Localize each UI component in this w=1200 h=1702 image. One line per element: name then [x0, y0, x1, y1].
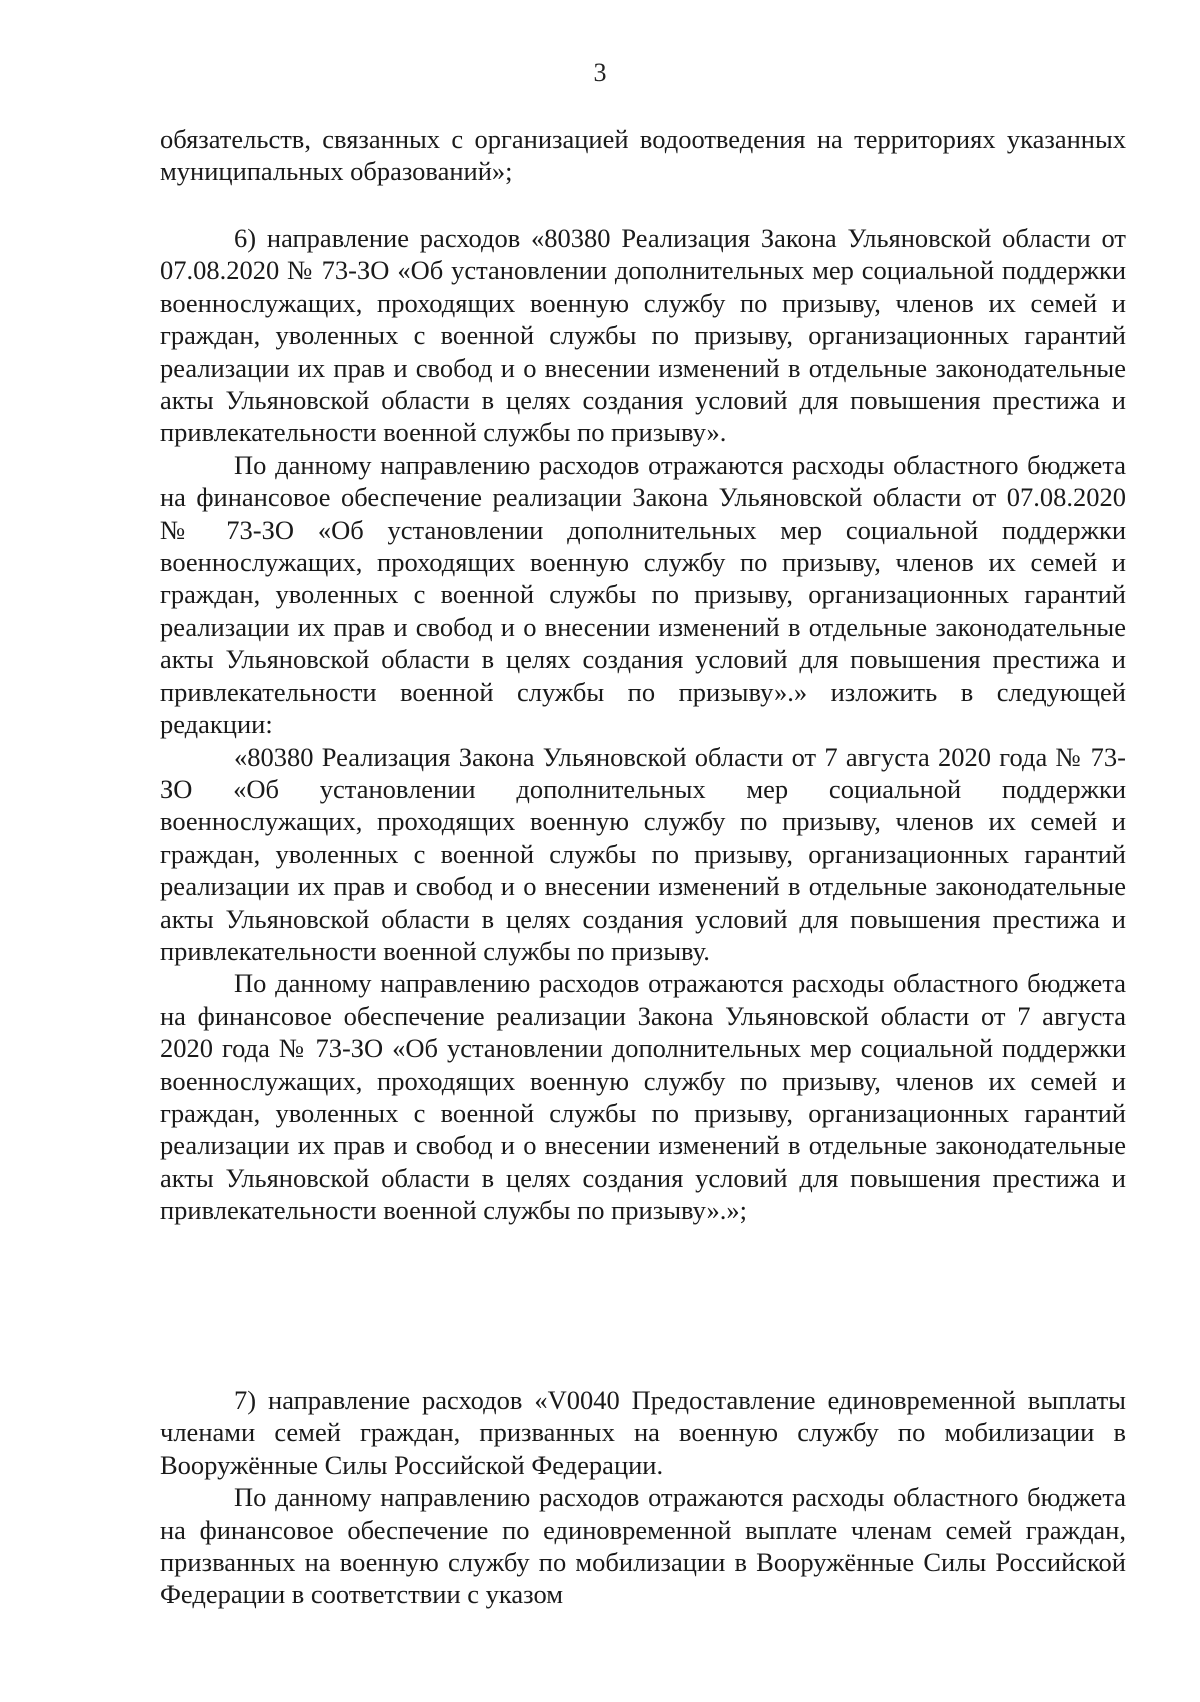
page-number: 3: [593, 58, 607, 87]
paragraph-item-7-heading: 7) направление расходов «V0040 Предоставление единовременной выплаты членами семей граждан, призванных на военную службу по мобилизации в Вооружённые Силы Российской Федерации.: [160, 1385, 1126, 1480]
text-block-item-6: [160, 222, 1126, 1227]
paragraph-new-edition: «80380 Реализация Закона Ульяновской области от 7 августа 2020 года № 73-ЗО «Об установлении дополнительных мер социальной поддержки военнослужащих, проходящих военную службу по призыву, членов их семей и граждан, уволенных с военной службы по призыву, организационных гарантий реализации их прав и свобод и о внесении изменений в отдельные законодательные акты Ульяновской области в целях создания условий для повышения престижа и привлекательности военной службы по призыву.: [160, 741, 1126, 966]
paragraph: По данному направлению расходов отражаются расходы областного бюджета на финансовое обеспечение реализации Закона Ульяновской области от 7 августа 2020 года № 73-ЗО «Об установлении дополнительных мер социальной поддержки военнослужащих, проходящих военную службу по призыву, членов их семей и граждан, уволенных с военной службы по призыву, организационных гарантий реализации их прав и свобод и о внесении изменений в отдельные законодательные акты Ульяновской области в целях создания условий для повышения престижа и привлекательности военной службы по призыву».»;: [160, 968, 1126, 1226]
paragraph: По данному направлению расходов отражаются расходы областного бюджета на финансовое обеспечение по единовременной выплате членам семей граждан, призванных на военную службу по мобилизации в Вооружённые Силы Российской Федерации в соответствии с указом: [160, 1482, 1126, 1610]
text-block-top: [160, 123, 1126, 188]
text-block-item-7: [160, 1384, 1126, 1611]
paragraph: По данному направлению расходов отражаются расходы областного бюджета на финансовое обеспечение реализации Закона Ульяновской области от 07.08.2020 № 73-ЗО «Об установлении дополнительных мер социальной поддержки военнослужащих, проходящих военную службу по призыву, членов их семей и граждан, уволенных с военной службы по призыву, организационных гарантий реализации их прав и свобод и о внесении изменений в отдельные законодательные акты Ульяновской области в целях создания условий для повышения престижа и привлекательности военной службы по призыву».» изложить в следующей редакции:: [160, 449, 1126, 740]
paragraph: обязательств, связанных с организацией водоотведения на территориях указанных муниципальных образований»;: [160, 124, 1126, 187]
paragraph-item-6-heading: 6) направление расходов «80380 Реализация Закона Ульяновской области от 07.08.2020 № 73-ЗО «Об установлении дополнительных мер социальной поддержки военнослужащих, проходящих военную службу по призыву, членов их семей и граждан, уволенных с военной службы по призыву, организационных гарантий реализации их прав и свобод и о внесении изменений в отдельные законодательные акты Ульяновской области в целях создания условий для повышения престижа и привлекательности военной службы по призыву».: [160, 223, 1126, 448]
